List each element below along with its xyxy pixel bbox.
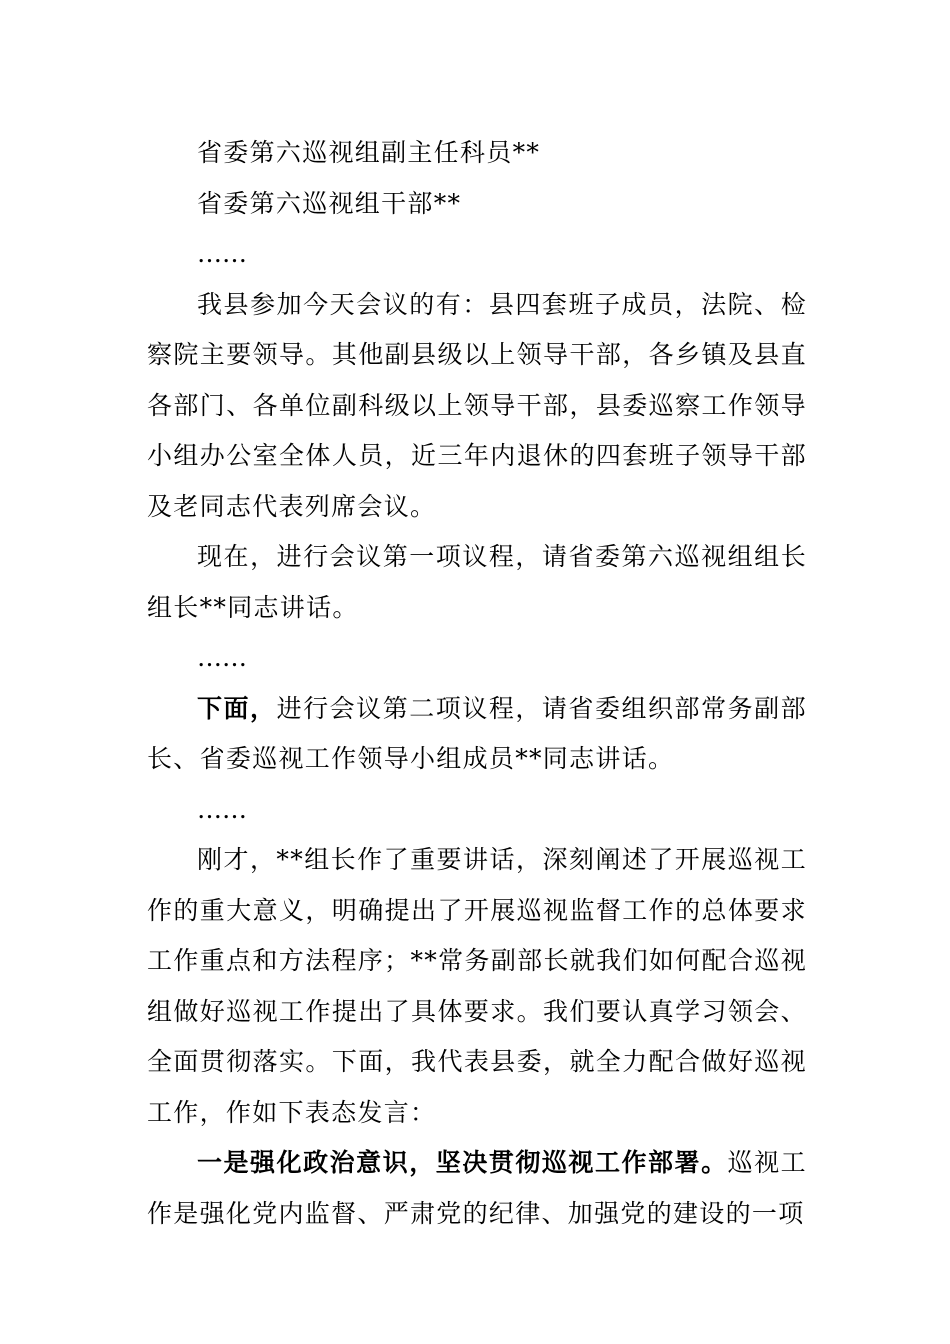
summary-paragraph: 刚才，**组长作了重要讲话，深刻阐述了开展巡视工作的重大意义，明确提出了开展巡视监督工作的总体要求工作重点和方法程序；**常务副部长就我们如何配合巡视组做好巡视工作提出了具体要求。我们要认真学习领会、全面贯彻落实。下面，我代表县委，就全力配合做好巡视工作，作如下表态发言：: [147, 845, 807, 1127]
ellipsis-2: ……: [197, 643, 247, 672]
document-body: [147, 128, 807, 1239]
agenda-item-2-lead: 下面，: [197, 693, 277, 723]
point-1-text: 巡视工作是强化党内监督、严肃党的纪律、加强党的建设的一项: [147, 1148, 807, 1228]
point-1-paragraph: [147, 1138, 807, 1239]
agenda-item-2-paragraph: [147, 684, 807, 785]
ellipsis-3: ……: [197, 794, 247, 824]
member-line-deputy: 省委第六巡视组副主任科员**: [197, 138, 541, 167]
agenda-item-2-text: 进行会议第二项议程，请省委组织部常务副部长、省委巡视工作领导小组成员**同志讲话。: [147, 693, 807, 773]
agenda-item-1-paragraph: 现在，进行会议第一项议程，请省委第六巡视组组长组长**同志讲话。: [147, 542, 807, 622]
member-line-staff: 省委第六巡视组干部**: [197, 188, 462, 218]
attendance-paragraph: 我县参加今天会议的有：县四套班子成员，法院、检察院主要领导。其他副县级以上领导干部，各乡镇及县直各部门、各单位副科级以上领导干部，县委巡察工作领导小组办公室全体人员，近三年内退休的四套班子领导干部及老同志代表列席会议。: [147, 289, 807, 521]
point-1-heading: 一是强化政治意识，坚决贯彻巡视工作部署。: [197, 1148, 728, 1177]
ellipsis-1: ……: [197, 239, 247, 268]
